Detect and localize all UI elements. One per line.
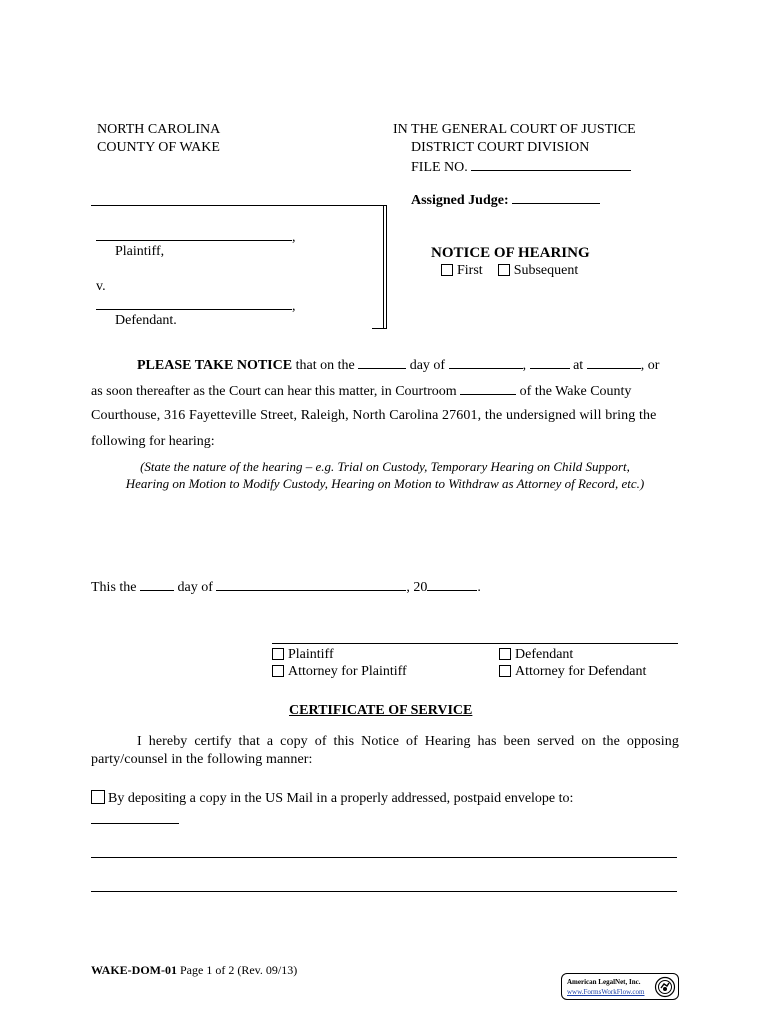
month-field[interactable]	[449, 356, 523, 369]
line1-text-a: that on the	[295, 358, 355, 373]
attorney-defendant-label: Attorney for Defendant	[515, 664, 647, 679]
caption-right-rule-outer	[386, 205, 387, 329]
time-field[interactable]	[587, 356, 641, 369]
courtroom-field[interactable]	[460, 382, 516, 395]
signer-attorney-plaintiff-option	[272, 664, 407, 680]
file-number-row	[411, 158, 631, 176]
signature-line[interactable]	[272, 643, 678, 644]
notice-line-4: following for hearing:	[91, 434, 215, 449]
court-name: IN THE GENERAL COURT OF JUSTICE	[393, 122, 636, 137]
line2-text-b: of the Wake County	[519, 384, 632, 399]
defendant-label: Defendant.	[115, 313, 177, 328]
plaintiff-checkbox[interactable]	[272, 648, 284, 660]
plaintiff-label: Plaintiff,	[115, 244, 165, 259]
address-line-1[interactable]	[91, 823, 179, 824]
line1-text-e: , or	[640, 358, 660, 373]
line1-text-d: at	[573, 358, 584, 373]
assigned-judge-row	[411, 191, 600, 209]
caption-bottom-rule	[372, 328, 386, 329]
defendant-option-label: Defendant	[515, 647, 574, 662]
date-line	[91, 578, 481, 596]
date-text-c: , 20	[406, 580, 428, 595]
publisher-logo	[561, 973, 679, 1000]
defendant-checkbox[interactable]	[499, 648, 511, 660]
defendant-comma: ,	[292, 299, 296, 314]
signer-plaintiff-option	[272, 647, 334, 663]
day-field[interactable]	[358, 356, 406, 369]
date-year-field[interactable]	[427, 578, 477, 591]
plaintiff-option-label: Plaintiff	[288, 647, 334, 662]
notice-type-options	[441, 263, 578, 279]
page-info: Page 1 of 2 (Rev. 09/13)	[180, 963, 298, 977]
date-day-field[interactable]	[140, 578, 174, 591]
defendant-name-field[interactable]	[96, 297, 292, 310]
notice-line-1	[137, 356, 659, 374]
line1-text-b: day of	[409, 358, 446, 373]
attorney-plaintiff-label: Attorney for Plaintiff	[288, 664, 407, 679]
subsequent-checkbox[interactable]	[498, 264, 510, 276]
assigned-judge-label: Assigned Judge:	[411, 193, 509, 208]
year-field[interactable]	[530, 356, 570, 369]
mail-option-label: By depositing a copy in the US Mail in a properly addressed, postpaid envelope to:	[108, 791, 574, 806]
assigned-judge-field[interactable]	[512, 191, 600, 204]
date-text-b: day of	[177, 580, 213, 595]
versus-label: v.	[96, 279, 106, 294]
date-text-d: .	[477, 580, 481, 595]
line1-text-c: ,	[522, 358, 527, 373]
mail-checkbox[interactable]	[91, 790, 105, 804]
plaintiff-comma: ,	[292, 230, 296, 245]
form-id: WAKE-DOM-01	[91, 963, 177, 977]
signer-defendant-option	[499, 647, 573, 663]
footer-form-info	[91, 963, 297, 978]
address-line-3[interactable]	[91, 891, 677, 892]
plaintiff-name-field[interactable]	[96, 228, 292, 241]
first-label: First	[457, 263, 483, 278]
caption-top-rule	[91, 205, 387, 206]
publisher-url[interactable]: www.FormsWorkFlow.com	[567, 988, 645, 996]
state-name: NORTH CAROLINA	[97, 122, 221, 137]
certificate-text: I hereby certify that a copy of this Notice of Hearing has been served on the opposing party/counsel in the following manner:	[91, 734, 679, 767]
date-text-a: This the	[91, 580, 137, 595]
mail-option	[91, 790, 573, 807]
date-month-field[interactable]	[216, 578, 406, 591]
address-line-2[interactable]	[91, 857, 677, 858]
publisher-seal-icon	[654, 976, 676, 998]
subsequent-label: Subsequent	[513, 263, 579, 278]
line2-text-a: as soon thereafter as the Court can hear this matter, in Courtroom	[91, 384, 457, 399]
attorney-defendant-checkbox[interactable]	[499, 665, 511, 677]
please-take-notice: PLEASE TAKE NOTICE	[137, 358, 293, 373]
caption-right-rule-inner	[383, 205, 384, 329]
county-name: COUNTY OF WAKE	[97, 140, 220, 155]
hearing-instruction-2: Hearing on Motion to Modify Custody, Hearing on Motion to Withdraw as Attorney of Record, etc.)	[125, 476, 645, 491]
file-number-field[interactable]	[471, 158, 631, 171]
publisher-name: American LegalNet, Inc.	[567, 978, 641, 986]
certificate-title: CERTIFICATE OF SERVICE	[289, 703, 473, 718]
attorney-plaintiff-checkbox[interactable]	[272, 665, 284, 677]
notice-title: NOTICE OF HEARING	[431, 245, 590, 261]
court-division: DISTRICT COURT DIVISION	[411, 140, 590, 155]
hearing-instruction-1: (State the nature of the hearing – e.g. Trial on Custody, Temporary Hearing on Child Support,	[140, 459, 630, 474]
signer-attorney-defendant-option	[499, 664, 646, 680]
first-checkbox[interactable]	[441, 264, 453, 276]
file-number-label: FILE NO.	[411, 160, 468, 175]
notice-line-2	[91, 382, 631, 400]
notice-line-3: Courthouse, 316 Fayetteville Street, Raleigh, North Carolina 27601, the undersigned will bring the	[91, 408, 657, 423]
